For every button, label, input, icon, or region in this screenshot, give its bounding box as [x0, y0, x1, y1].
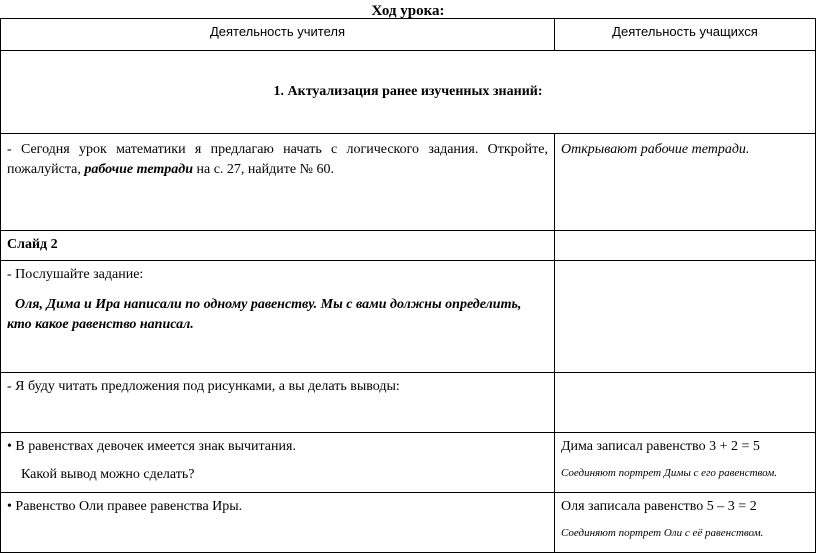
teacher-emphasis: рабочие тетради [84, 162, 194, 177]
header-students: Деятельность учащихся [555, 19, 816, 51]
page-title: Ход урока: [371, 3, 445, 19]
header-row [1, 19, 816, 51]
lesson-table [0, 18, 816, 553]
slide-label: Слайд 2 [1, 231, 555, 261]
students-cell: Открывают рабочие тетради. [555, 134, 816, 231]
teacher-text: • В равенствах девочек имеется знак вычитания. [7, 439, 296, 454]
students-cell-empty [555, 261, 816, 373]
students-note: Соединяют портрет Димы с его равенством. [561, 467, 778, 479]
teacher-text: • Равенство Оли правее равенства Иры. [1, 493, 555, 553]
teacher-question: Какой вывод можно сделать? [21, 467, 195, 482]
teacher-text: - Сегодня урок математики я предлагаю начать с логического задания. Откройте, пожалуйста, [7, 142, 548, 177]
students-cell [555, 433, 816, 493]
students-text: Оля записала равенство 5 – 3 = 2 [561, 499, 757, 514]
header-teacher: Деятельность учителя [1, 19, 555, 51]
teacher-text: - Послушайте задание: [7, 267, 144, 282]
section-row [1, 51, 816, 134]
table-row [1, 493, 816, 553]
teacher-cell [1, 134, 555, 231]
table-row [1, 134, 816, 231]
teacher-cell [1, 433, 555, 493]
students-cell [555, 493, 816, 553]
task-text: Оля, Дима и Ира написали по одному равенству. Мы с вами должны определить, кто какое равенство написал. [7, 297, 522, 332]
students-cell-empty [555, 231, 816, 261]
table-row [1, 231, 816, 261]
teacher-cell [1, 261, 555, 373]
table-row [1, 433, 816, 493]
table-row [1, 373, 816, 433]
section-heading: 1. Актуализация ранее изученных знаний: [1, 51, 816, 134]
teacher-text-end: на с. 27, найдите № 60. [193, 162, 334, 177]
table-row [1, 261, 816, 373]
students-text: Дима записал равенство 3 + 2 = 5 [561, 439, 760, 454]
teacher-text: - Я буду читать предложения под рисунками, а вы делать выводы: [1, 373, 555, 433]
students-note: Соединяют портрет Оли с её равенством. [561, 527, 764, 539]
students-cell-empty [555, 373, 816, 433]
